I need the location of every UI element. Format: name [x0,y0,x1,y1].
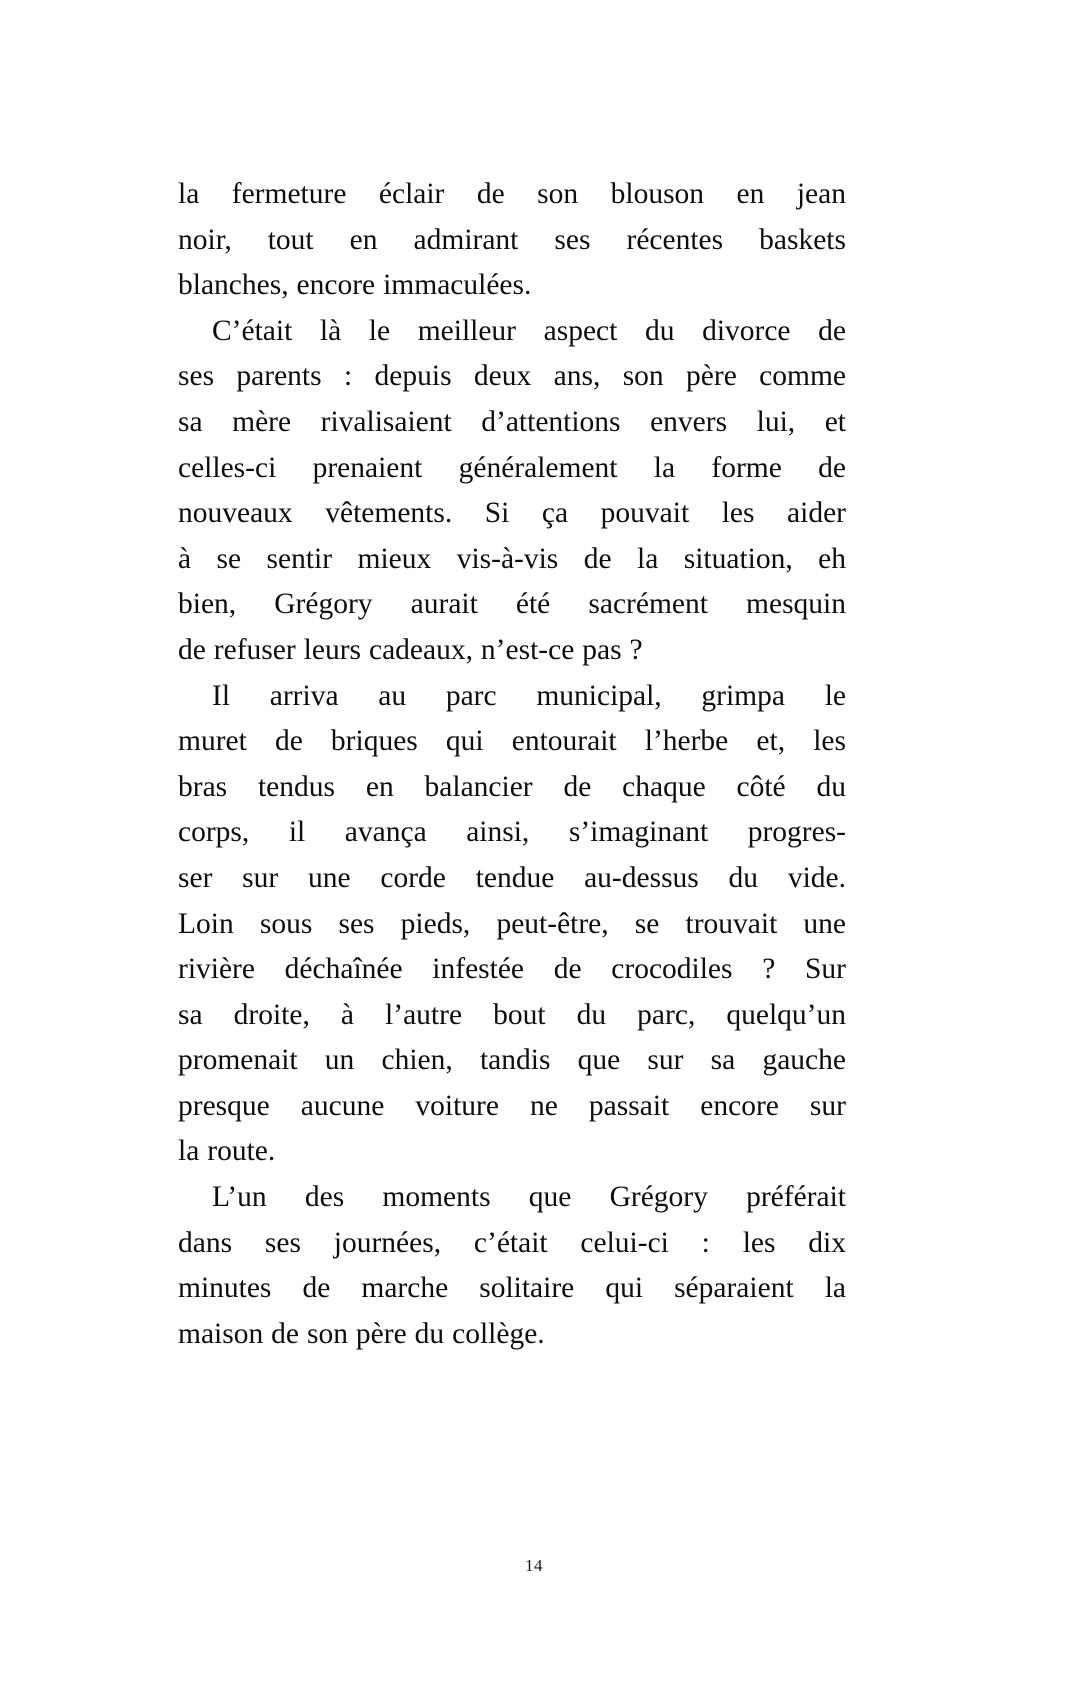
text-line: L’un des moments que Grégory préférait [212,1181,846,1214]
paragraph-4 [178,1175,846,1357]
text-line: minutes de marche solitaire qui séparaient la [178,1272,846,1305]
text-line: ser sur une corde tendue au-dessus du vide. [178,861,846,894]
text-line: promenait un chien, tandis que sur sa gauche [178,1044,846,1077]
paragraph-3 [178,674,846,1176]
text-line: celles-ci prenaient généralement la forme de [178,451,846,484]
text-line: sa droite, à l’autre bout du parc, quelqu’un [178,998,846,1031]
text-line: muret de briques qui entourait l’herbe et, les [178,725,846,758]
text-column [178,172,846,1357]
paragraph-2 [178,309,846,674]
text-line: dans ses journées, c’était celui-ci : les dix [178,1226,846,1259]
paragraph-1 [178,172,846,309]
text-line: de refuser leurs cadeaux, n’est-ce pas ? [178,633,643,666]
text-line: blanches, encore immaculées. [178,269,532,302]
text-line: nouveaux vêtements. Si ça pouvait les aider [178,497,846,530]
text-line: la fermeture éclair de son blouson en jean [178,178,846,210]
text-line: à se sentir mieux vis-à-vis de la situation, eh [178,542,846,575]
text-line: Loin sous ses pieds, peut-être, se trouvait une [178,907,846,940]
text-line: corps, il avança ainsi, s’imaginant progres- [178,816,846,849]
text-line: rivière déchaînée infestée de crocodiles ? Sur [178,953,846,986]
text-line: bien, Grégory aurait été sacrément mesquin [178,588,846,621]
text-line: Il arriva au parc municipal, grimpa le [212,679,846,712]
text-line: sa mère rivalisaient d’attentions envers lui, et [178,405,846,438]
text-line: bras tendus en balancier de chaque côté du [178,770,846,803]
text-line: la route. [178,1135,276,1168]
text-line: noir, tout en admirant ses récentes baskets [178,223,846,256]
text-line: ses parents : depuis deux ans, son père comme [178,360,846,393]
text-line: presque aucune voiture ne passait encore sur [178,1089,846,1122]
text-line: C’était là le meilleur aspect du divorce de [212,314,846,347]
text-line: maison de son père du collège. [178,1317,545,1350]
page-number: 14 [525,1556,543,1575]
